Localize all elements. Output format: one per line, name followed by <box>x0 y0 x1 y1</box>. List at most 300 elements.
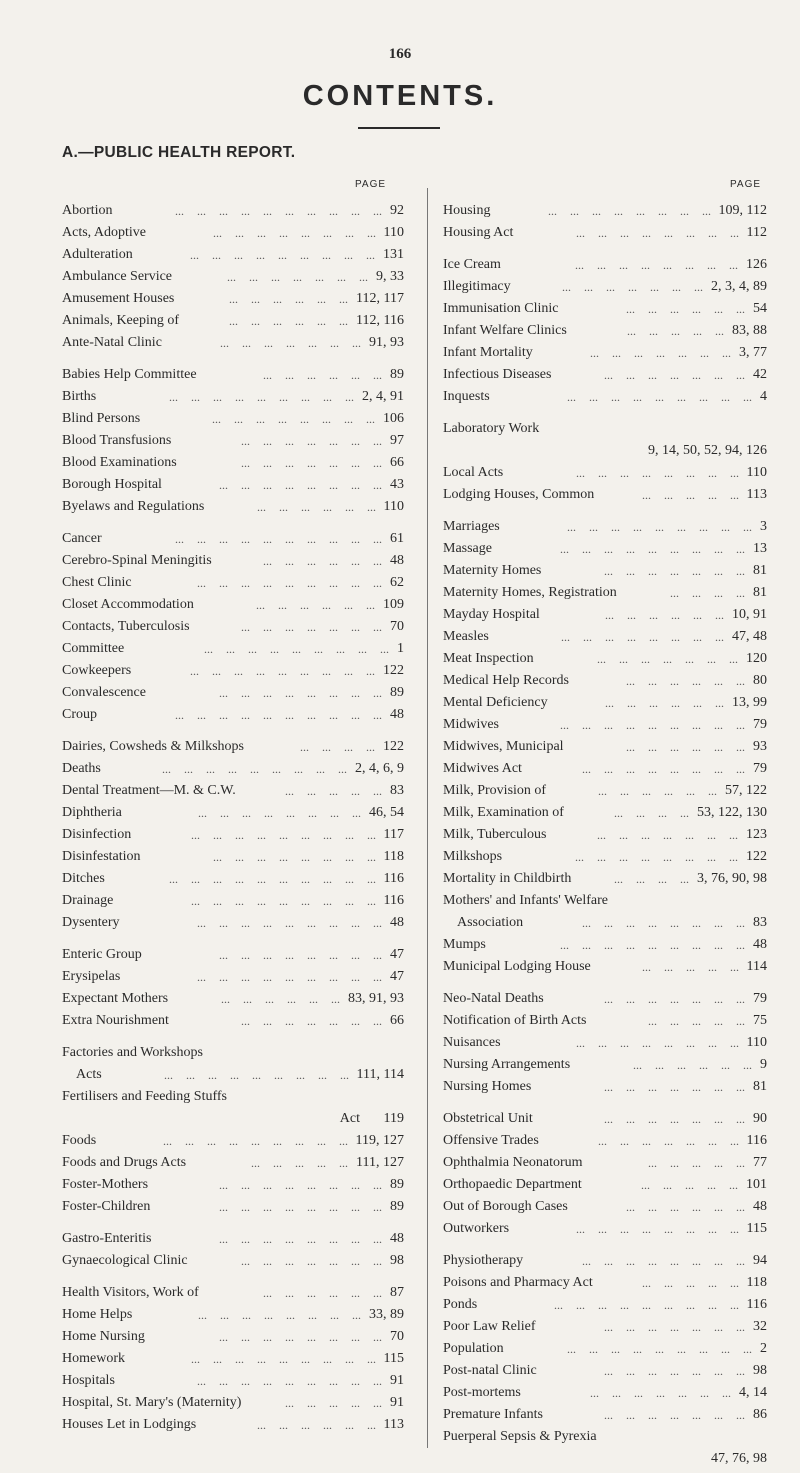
entry-page: 42 <box>753 367 767 382</box>
entry-label: Enteric Group <box>62 947 142 962</box>
leader-dots: ... ... ... ... ... ... <box>229 292 348 306</box>
entry-page: 13 <box>753 541 767 556</box>
entry-label: Nursing Homes <box>443 1079 532 1094</box>
entry-label: Housing Act <box>443 225 514 240</box>
entry-page: 89 <box>390 367 404 382</box>
index-entry <box>62 408 404 430</box>
entry-page: 93 <box>753 739 767 754</box>
entry-page: 114 <box>746 959 767 974</box>
entry-page: 3, 76, 90, 98 <box>697 871 767 886</box>
entry-label: Ante-Natal Clinic <box>62 335 162 350</box>
entry-page: 87 <box>390 1285 404 1300</box>
index-entry <box>443 200 767 222</box>
entry-label: Homework <box>62 1351 125 1366</box>
entry-page: 32 <box>753 1319 767 1334</box>
leader-dots: ... ... ... ... ... ... ... <box>604 564 745 578</box>
index-entry <box>443 692 767 714</box>
entry-page: 94 <box>753 1253 767 1268</box>
index-entry <box>62 594 404 616</box>
leader-dots: ... ... ... ... ... ... ... ... ... ... <box>175 204 382 218</box>
entry-page: 89 <box>390 1199 404 1214</box>
entry-label: Marriages <box>443 519 500 534</box>
entry-page: 122 <box>383 663 404 678</box>
leader-dots: ... ... ... ... ... ... ... ... <box>576 1222 739 1236</box>
leader-dots: ... ... ... ... ... ... ... ... ... <box>164 1068 349 1082</box>
index-entry <box>443 1272 767 1294</box>
entry-label: Blind Persons <box>62 411 141 426</box>
entry-page: 2, 4, 6, 9 <box>355 761 404 776</box>
entry-label: Orthopaedic Department <box>443 1177 582 1192</box>
entry-label: Blood Examinations <box>62 455 177 470</box>
index-entry <box>443 1338 767 1360</box>
index-entry <box>62 528 404 550</box>
entry-page: 47 <box>390 969 404 984</box>
entry-label: Adulteration <box>62 247 133 262</box>
leader-dots: ... ... ... ... <box>614 806 689 820</box>
entry-label: Convalescence <box>62 685 146 700</box>
entry-label: Local Acts <box>443 465 504 480</box>
index-entry <box>62 1042 404 1064</box>
index-entry <box>443 364 767 386</box>
entry-page: 79 <box>753 991 767 1006</box>
index-entry <box>62 1228 404 1250</box>
index-entry <box>62 386 404 408</box>
entry-page: 48 <box>390 915 404 930</box>
leader-dots: ... ... ... ... ... ... ... <box>597 828 738 842</box>
entry-page: 2, 3, 4, 89 <box>711 279 767 294</box>
entry-page: 83 <box>753 915 767 930</box>
index-entry <box>443 254 767 276</box>
entry-page: 33, 89 <box>369 1307 404 1322</box>
entry-label: Foods and Drugs Acts <box>62 1155 187 1170</box>
leader-dots: ... ... ... ... ... ... ... ... <box>198 806 361 820</box>
index-entry <box>62 802 404 824</box>
index-entry <box>443 386 767 408</box>
leader-dots: ... ... ... ... ... ... ... ... ... <box>197 970 382 984</box>
index-entry <box>62 474 404 496</box>
leader-dots: ... ... ... ... ... ... <box>605 608 724 622</box>
entry-page: 110 <box>746 465 767 480</box>
entry-label: Mental Deficiency <box>443 695 548 710</box>
entry-label: Byelaws and Regulations <box>62 499 205 514</box>
index-entry <box>443 1426 767 1448</box>
index-entry <box>62 966 404 988</box>
entry-page: 9 <box>760 1057 767 1072</box>
index-entry <box>443 440 767 462</box>
entry-label: Gynaecological Clinic <box>62 1253 188 1268</box>
entry-label: Croup <box>62 707 97 722</box>
entry-page: 119 <box>383 1111 404 1126</box>
leader-dots: ... ... ... ... ... <box>627 324 724 338</box>
index-entry <box>443 736 767 758</box>
leader-dots: ... ... ... ... ... ... ... ... ... <box>204 642 389 656</box>
entry-label: Medical Help Records <box>443 673 569 688</box>
entry-page: 131 <box>383 247 404 262</box>
entry-label: Home Nursing <box>62 1329 145 1344</box>
entry-label: Foods <box>62 1133 97 1148</box>
entry-page: 81 <box>753 563 767 578</box>
entry-label: Housing <box>443 203 491 218</box>
entry-label: Births <box>62 389 97 404</box>
leader-dots: ... ... ... ... ... <box>648 1014 745 1028</box>
entry-label: Diphtheria <box>62 805 122 820</box>
leader-dots: ... ... ... ... ... ... ... <box>241 456 382 470</box>
leader-dots: ... ... ... ... ... ... <box>633 1058 752 1072</box>
entry-label: Immunisation Clinic <box>443 301 559 316</box>
index-entry <box>62 1174 404 1196</box>
leader-dots: ... ... ... ... ... <box>642 488 739 502</box>
index-entry <box>62 496 404 518</box>
entry-label: Abortion <box>62 203 113 218</box>
entry-label: Maternity Homes <box>443 563 542 578</box>
leader-dots: ... ... ... ... ... ... <box>626 740 745 754</box>
entry-label: Meat Inspection <box>443 651 534 666</box>
index-entry <box>62 1370 404 1392</box>
entry-page: 62 <box>390 575 404 590</box>
leader-dots: ... ... ... ... ... ... <box>626 674 745 688</box>
leader-dots: ... ... ... ... ... ... ... <box>241 1014 382 1028</box>
leader-dots: ... ... ... ... ... ... ... <box>241 434 382 448</box>
entry-page: 110 <box>746 1035 767 1050</box>
leader-dots: ... ... ... ... ... ... ... ... ... <box>567 1342 752 1356</box>
index-entry <box>443 780 767 802</box>
leader-dots: ... ... ... ... ... ... <box>257 1418 376 1432</box>
entry-label: Contacts, Tuberculosis <box>62 619 190 634</box>
entry-page: 91 <box>390 1373 404 1388</box>
entry-label: Laboratory Work <box>443 421 540 436</box>
entry-label: Disinfection <box>62 827 132 842</box>
page-number: 166 <box>388 46 412 62</box>
entry-page: 57, 122 <box>725 783 767 798</box>
entry-label: Mayday Hospital <box>443 607 540 622</box>
entry-label: Puerperal Sepsis & Pyrexia <box>443 1429 597 1444</box>
entry-page: 109, 112 <box>718 203 767 218</box>
entry-label: Health Visitors, Work of <box>62 1285 199 1300</box>
entry-label: Lodging Houses, Common <box>443 487 595 502</box>
entry-page: 47 <box>390 947 404 962</box>
entry-label: Cancer <box>62 531 102 546</box>
entry-label: Dental Treatment—M. & C.W. <box>62 783 236 798</box>
leader-dots: ... ... ... ... ... ... ... ... ... <box>560 938 745 952</box>
entry-page: 116 <box>746 1297 767 1312</box>
entry-label: Midwives <box>443 717 499 732</box>
leader-dots: ... ... ... ... ... <box>285 1396 382 1410</box>
leader-dots: ... ... ... ... ... ... ... ... ... <box>163 1134 348 1148</box>
entry-label: Dysentery <box>62 915 120 930</box>
index-entry <box>443 1152 767 1174</box>
entry-page: 48 <box>390 707 404 722</box>
entry-page: 83 <box>390 783 404 798</box>
entry-label: Factories and Workshops <box>62 1045 203 1060</box>
index-entry <box>62 736 404 758</box>
index-entry <box>62 200 404 222</box>
entry-page: 53, 122, 130 <box>697 805 767 820</box>
entry-label: Babies Help Committee <box>62 367 197 382</box>
index-entry <box>443 1404 767 1426</box>
leader-dots: ... ... ... ... ... ... <box>256 598 375 612</box>
entry-label: Gastro-Enteritis <box>62 1231 152 1246</box>
title-rule <box>358 127 440 129</box>
index-entry <box>62 846 404 868</box>
entry-page: 109 <box>383 597 404 612</box>
index-entry <box>62 364 404 386</box>
leader-dots: ... ... ... ... ... ... ... ... ... <box>162 762 347 776</box>
leader-dots: ... ... ... ... ... ... ... ... <box>576 226 739 240</box>
index-entry <box>62 704 404 726</box>
entry-page: 123 <box>746 827 767 842</box>
entry-label: Animals, Keeping of <box>62 313 180 328</box>
index-entry <box>62 758 404 780</box>
entry-page: 47, 48 <box>732 629 767 644</box>
leader-dots: ... ... ... ... ... ... <box>229 314 348 328</box>
page-title: CONTENTS. <box>302 80 498 112</box>
entry-page: 92 <box>390 203 404 218</box>
entry-label: Ambulance Service <box>62 269 173 284</box>
index-entry <box>62 616 404 638</box>
entry-page: 126 <box>746 257 767 272</box>
index-entry <box>62 1414 404 1436</box>
index-entry <box>62 1282 404 1304</box>
entry-label: Illegitimacy <box>443 279 511 294</box>
entry-label: Midwives Act <box>443 761 522 776</box>
leader-dots: ... ... ... ... ... ... ... <box>227 270 368 284</box>
entry-page: 13, 99 <box>732 695 767 710</box>
entry-page: 113 <box>746 487 767 502</box>
entry-label: Home Helps <box>62 1307 133 1322</box>
index-entry <box>443 276 767 298</box>
index-entry <box>62 244 404 266</box>
index-entry <box>443 714 767 736</box>
entry-label: Maternity Homes, Registration <box>443 585 617 600</box>
entry-label: Midwives, Municipal <box>443 739 564 754</box>
index-entry <box>443 626 767 648</box>
entry-page: 97 <box>390 433 404 448</box>
entry-label: Infant Welfare Clinics <box>443 323 567 338</box>
leader-dots: ... ... ... ... ... ... ... ... ... <box>191 1352 376 1366</box>
entry-page: 81 <box>753 1079 767 1094</box>
entry-page: 119, 127 <box>355 1133 404 1148</box>
entry-label: Massage <box>443 541 492 556</box>
index-entry <box>443 1174 767 1196</box>
leader-dots: ... ... ... ... ... ... <box>598 784 717 798</box>
entry-label: Poor Law Relief <box>443 1319 536 1334</box>
index-entry <box>62 452 404 474</box>
leader-dots: ... ... ... ... ... ... ... ... ... <box>197 576 382 590</box>
entry-page: 9, 33 <box>376 269 404 284</box>
entry-page: 48 <box>390 1231 404 1246</box>
index-entry <box>443 956 767 978</box>
entry-page: 106 <box>383 411 404 426</box>
leader-dots: ... ... ... ... <box>614 872 689 886</box>
leader-dots: ... ... ... ... ... ... <box>263 1286 382 1300</box>
index-entry <box>443 670 767 692</box>
leader-dots: ... ... ... ... ... ... ... <box>604 1408 745 1422</box>
index-entry <box>443 538 767 560</box>
entry-label: Infectious Diseases <box>443 367 552 382</box>
entry-label: Closet Accommodation <box>62 597 194 612</box>
entry-page: 89 <box>390 1177 404 1192</box>
index-entry <box>443 890 767 912</box>
entry-label: Mothers' and Infants' Welfare <box>443 893 608 908</box>
index-entry <box>443 1218 767 1240</box>
index-entry <box>62 332 404 354</box>
entry-page: 118 <box>383 849 404 864</box>
section-heading: A.—PUBLIC HEALTH REPORT. <box>62 144 296 161</box>
entry-label: Extra Nourishment <box>62 1013 169 1028</box>
entry-label: Houses Let in Lodgings <box>62 1417 197 1432</box>
index-entry <box>443 342 767 364</box>
index-entry <box>62 682 404 704</box>
entry-label: Notification of Birth Acts <box>443 1013 587 1028</box>
entry-label: Disinfestation <box>62 849 141 864</box>
index-entry <box>443 516 767 538</box>
entry-page: 112, 116 <box>356 313 404 328</box>
index-entry <box>62 430 404 452</box>
leader-dots: ... ... ... ... ... <box>642 1276 739 1290</box>
entry-page: 3 <box>760 519 767 534</box>
entry-label: Committee <box>62 641 125 656</box>
entry-page: 113 <box>383 1417 404 1432</box>
index-entry <box>443 934 767 956</box>
entry-page: 79 <box>753 761 767 776</box>
entry-page: 10, 91 <box>732 607 767 622</box>
index-entry <box>62 638 404 660</box>
leader-dots: ... ... ... ... ... ... ... <box>604 1364 745 1378</box>
entry-label: Foster-Children <box>62 1199 151 1214</box>
entry-label: Deaths <box>62 761 101 776</box>
index-entry <box>62 1130 404 1152</box>
index-entry <box>62 222 404 244</box>
leader-dots: ... ... ... ... ... ... ... ... <box>575 850 738 864</box>
index-entry <box>443 1108 767 1130</box>
entry-label: Drainage <box>62 893 114 908</box>
entry-page: 110 <box>383 499 404 514</box>
leader-dots: ... ... ... ... ... ... <box>263 554 382 568</box>
index-entry <box>443 1316 767 1338</box>
entry-label: Nursing Arrangements <box>443 1057 571 1072</box>
right-column-header: PAGE <box>730 179 762 190</box>
index-entry <box>62 868 404 890</box>
entry-page: 75 <box>753 1013 767 1028</box>
entry-label: Cowkeepers <box>62 663 132 678</box>
entry-page: 81 <box>753 585 767 600</box>
entry-label: Cerebro-Spinal Meningitis <box>62 553 212 568</box>
leader-dots: ... ... ... ... ... ... ... ... <box>548 204 711 218</box>
entry-page: 83, 88 <box>732 323 767 338</box>
entry-label: Acts, Adoptive <box>62 225 146 240</box>
leader-dots: ... ... ... ... ... ... ... ... <box>219 1330 382 1344</box>
leader-dots: ... ... ... ... ... ... ... <box>604 992 745 1006</box>
entry-label: Act <box>339 1111 360 1126</box>
entry-page: 54 <box>753 301 767 316</box>
leader-dots: ... ... ... ... ... ... ... ... <box>212 412 375 426</box>
leader-dots: ... ... ... ... ... ... ... ... <box>561 630 724 644</box>
leader-dots: ... ... ... ... ... ... ... ... <box>576 1036 739 1050</box>
leader-dots: ... ... ... ... ... ... <box>257 500 376 514</box>
leader-dots: ... ... ... ... ... ... ... ... ... <box>190 248 375 262</box>
leader-dots: ... ... ... ... <box>670 586 745 600</box>
leader-dots: ... ... ... ... ... ... ... <box>598 1134 739 1148</box>
index-entry <box>443 1382 767 1404</box>
leader-dots: ... ... ... ... ... ... ... ... <box>213 226 376 240</box>
entry-label: Expectant Mothers <box>62 991 169 1006</box>
index-entry <box>62 1086 404 1108</box>
index-entry <box>443 560 767 582</box>
index-entry <box>443 1448 767 1470</box>
leader-dots: ... ... ... ... ... ... ... ... ... <box>169 390 354 404</box>
entry-label: Association <box>457 915 524 930</box>
entry-page: 122 <box>383 739 404 754</box>
index-entry <box>62 572 404 594</box>
entry-label: Fertilisers and Feeding Stuffs <box>62 1089 228 1104</box>
leader-dots: ... ... ... ... ... ... ... <box>597 652 738 666</box>
entry-page: 112 <box>746 225 767 240</box>
leader-dots: ... ... ... ... ... ... ... ... ... <box>567 520 752 534</box>
index-entry <box>62 1326 404 1348</box>
index-entry <box>62 1348 404 1370</box>
entry-label: Milk, Tuberculous <box>443 827 547 842</box>
leader-dots: ... ... ... ... ... ... ... <box>590 346 731 360</box>
entry-page: 2, 4, 91 <box>362 389 404 404</box>
index-entry <box>443 1032 767 1054</box>
leader-dots: ... ... ... ... ... ... ... ... ... <box>190 664 375 678</box>
index-entry <box>443 1130 767 1152</box>
entry-page: 112, 117 <box>356 291 404 306</box>
entry-label: Premature Infants <box>443 1407 543 1422</box>
entry-page: 98 <box>390 1253 404 1268</box>
entry-page: 116 <box>383 893 404 908</box>
entry-page: 1 <box>397 641 404 656</box>
index-entry <box>62 912 404 934</box>
leader-dots: ... ... ... ... <box>300 740 375 754</box>
entry-page: 43 <box>390 477 404 492</box>
entry-page: 66 <box>390 455 404 470</box>
left-column-header: PAGE <box>355 179 387 190</box>
entry-label: Nuisances <box>443 1035 501 1050</box>
index-entry <box>443 1250 767 1272</box>
leader-dots: ... ... ... ... ... ... ... <box>241 620 382 634</box>
entry-label: Population <box>443 1341 504 1356</box>
entry-label: Municipal Lodging House <box>443 959 591 974</box>
entry-page: 116 <box>746 1133 767 1148</box>
index-entry <box>62 310 404 332</box>
index-entry <box>443 1294 767 1316</box>
entry-label: Neo-Natal Deaths <box>443 991 544 1006</box>
index-entry <box>443 1076 767 1098</box>
entry-page: 48 <box>753 1199 767 1214</box>
leader-dots: ... ... ... ... ... ... ... <box>241 1254 382 1268</box>
entry-label: Blood Transfusions <box>62 433 172 448</box>
entry-page: 111, 114 <box>356 1067 404 1082</box>
entry-label: Ophthalmia Neonatorum <box>443 1155 583 1170</box>
entry-label: Outworkers <box>443 1221 510 1236</box>
entry-page: 90 <box>753 1111 767 1126</box>
entry-label: Dairies, Cowsheds & Milkshops <box>62 739 244 754</box>
column-divider <box>427 188 428 1448</box>
entry-page: 91 <box>390 1395 404 1410</box>
leader-dots: ... ... ... ... ... ... ... ... ... <box>567 390 752 404</box>
entry-page: 46, 54 <box>369 805 404 820</box>
index-entry <box>443 484 767 506</box>
leader-dots: ... ... ... ... ... ... ... ... ... ... <box>175 532 382 546</box>
entry-page: 120 <box>746 651 767 666</box>
entry-page: 70 <box>390 619 404 634</box>
index-entry <box>62 660 404 682</box>
index-entry <box>443 1054 767 1076</box>
leader-dots: ... ... ... ... ... ... ... <box>562 280 703 294</box>
entry-page: 9, 14, 50, 52, 94, 126 <box>648 443 767 458</box>
leader-dots: ... ... ... ... ... ... <box>605 696 724 710</box>
